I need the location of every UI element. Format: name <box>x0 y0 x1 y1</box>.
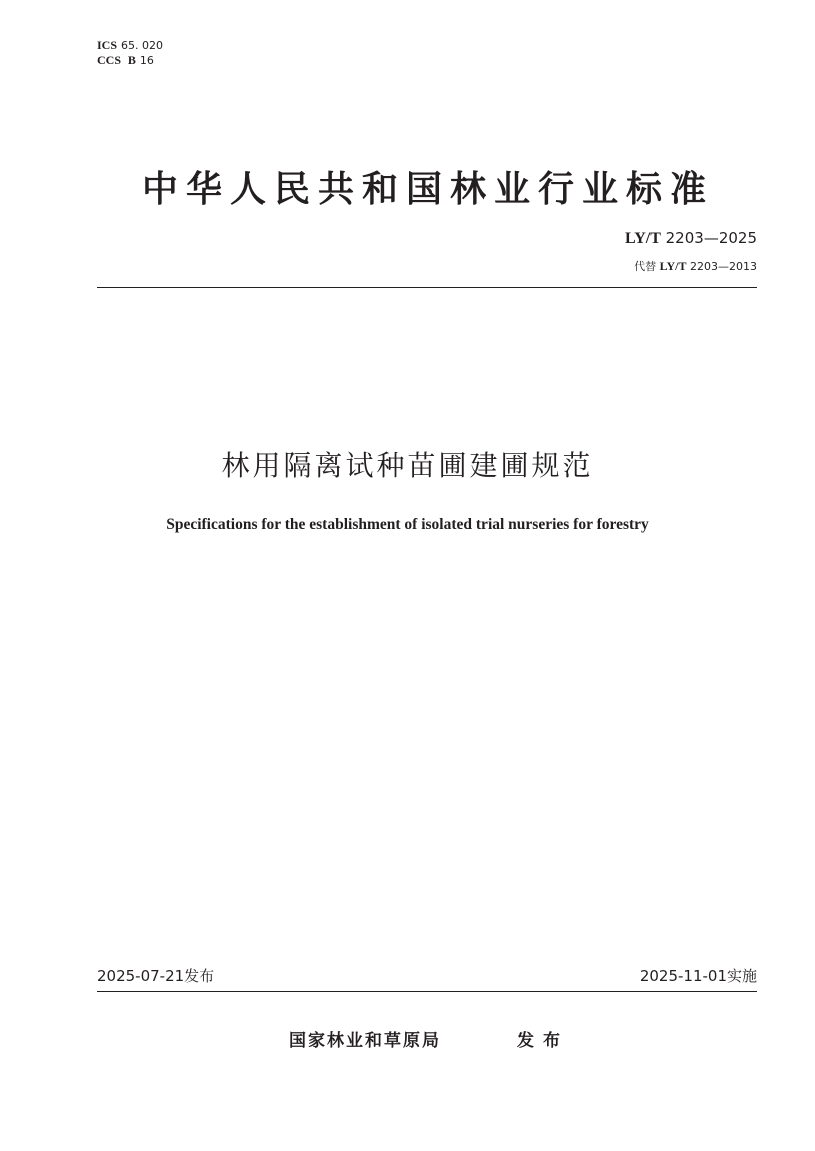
issuing-authority: 国家林业和草原局 <box>289 1031 441 1051</box>
standard-code-prefix: LY/T <box>624 230 661 247</box>
issue-label: 发布 <box>517 1031 569 1051</box>
standard-code-number: 2203—2025 <box>665 229 757 247</box>
header-divider <box>97 287 757 288</box>
ccs-label: CCS <box>97 53 122 67</box>
ccs-code <box>97 53 163 68</box>
document-title: 林用隔离试种苗圃建圃规范 <box>221 449 594 482</box>
ics-label: ICS <box>97 38 118 52</box>
ics-code <box>97 38 163 53</box>
ccs-number: 16 <box>139 54 154 67</box>
document-title-english: Specifications for the establishment of isolated trial nurseries for forestry <box>166 516 649 533</box>
implement-date: 2025-11-01实施 <box>639 967 757 985</box>
replaces-code-number: 2203—2013 <box>690 260 757 273</box>
ccs-letter: B <box>127 53 136 67</box>
replaces-standard <box>634 258 757 274</box>
standard-title: 中华人民共和国林业行业标准 <box>141 169 714 210</box>
replaces-prefix-text: 代替 <box>634 260 657 273</box>
classification-codes <box>97 38 163 68</box>
standard-code <box>625 229 757 248</box>
footer-divider <box>97 991 757 992</box>
ics-value: 65. 020 <box>121 39 164 52</box>
replaces-code-prefix: LY/T <box>659 259 687 273</box>
publish-date: 2025-07-21发布 <box>97 967 215 985</box>
